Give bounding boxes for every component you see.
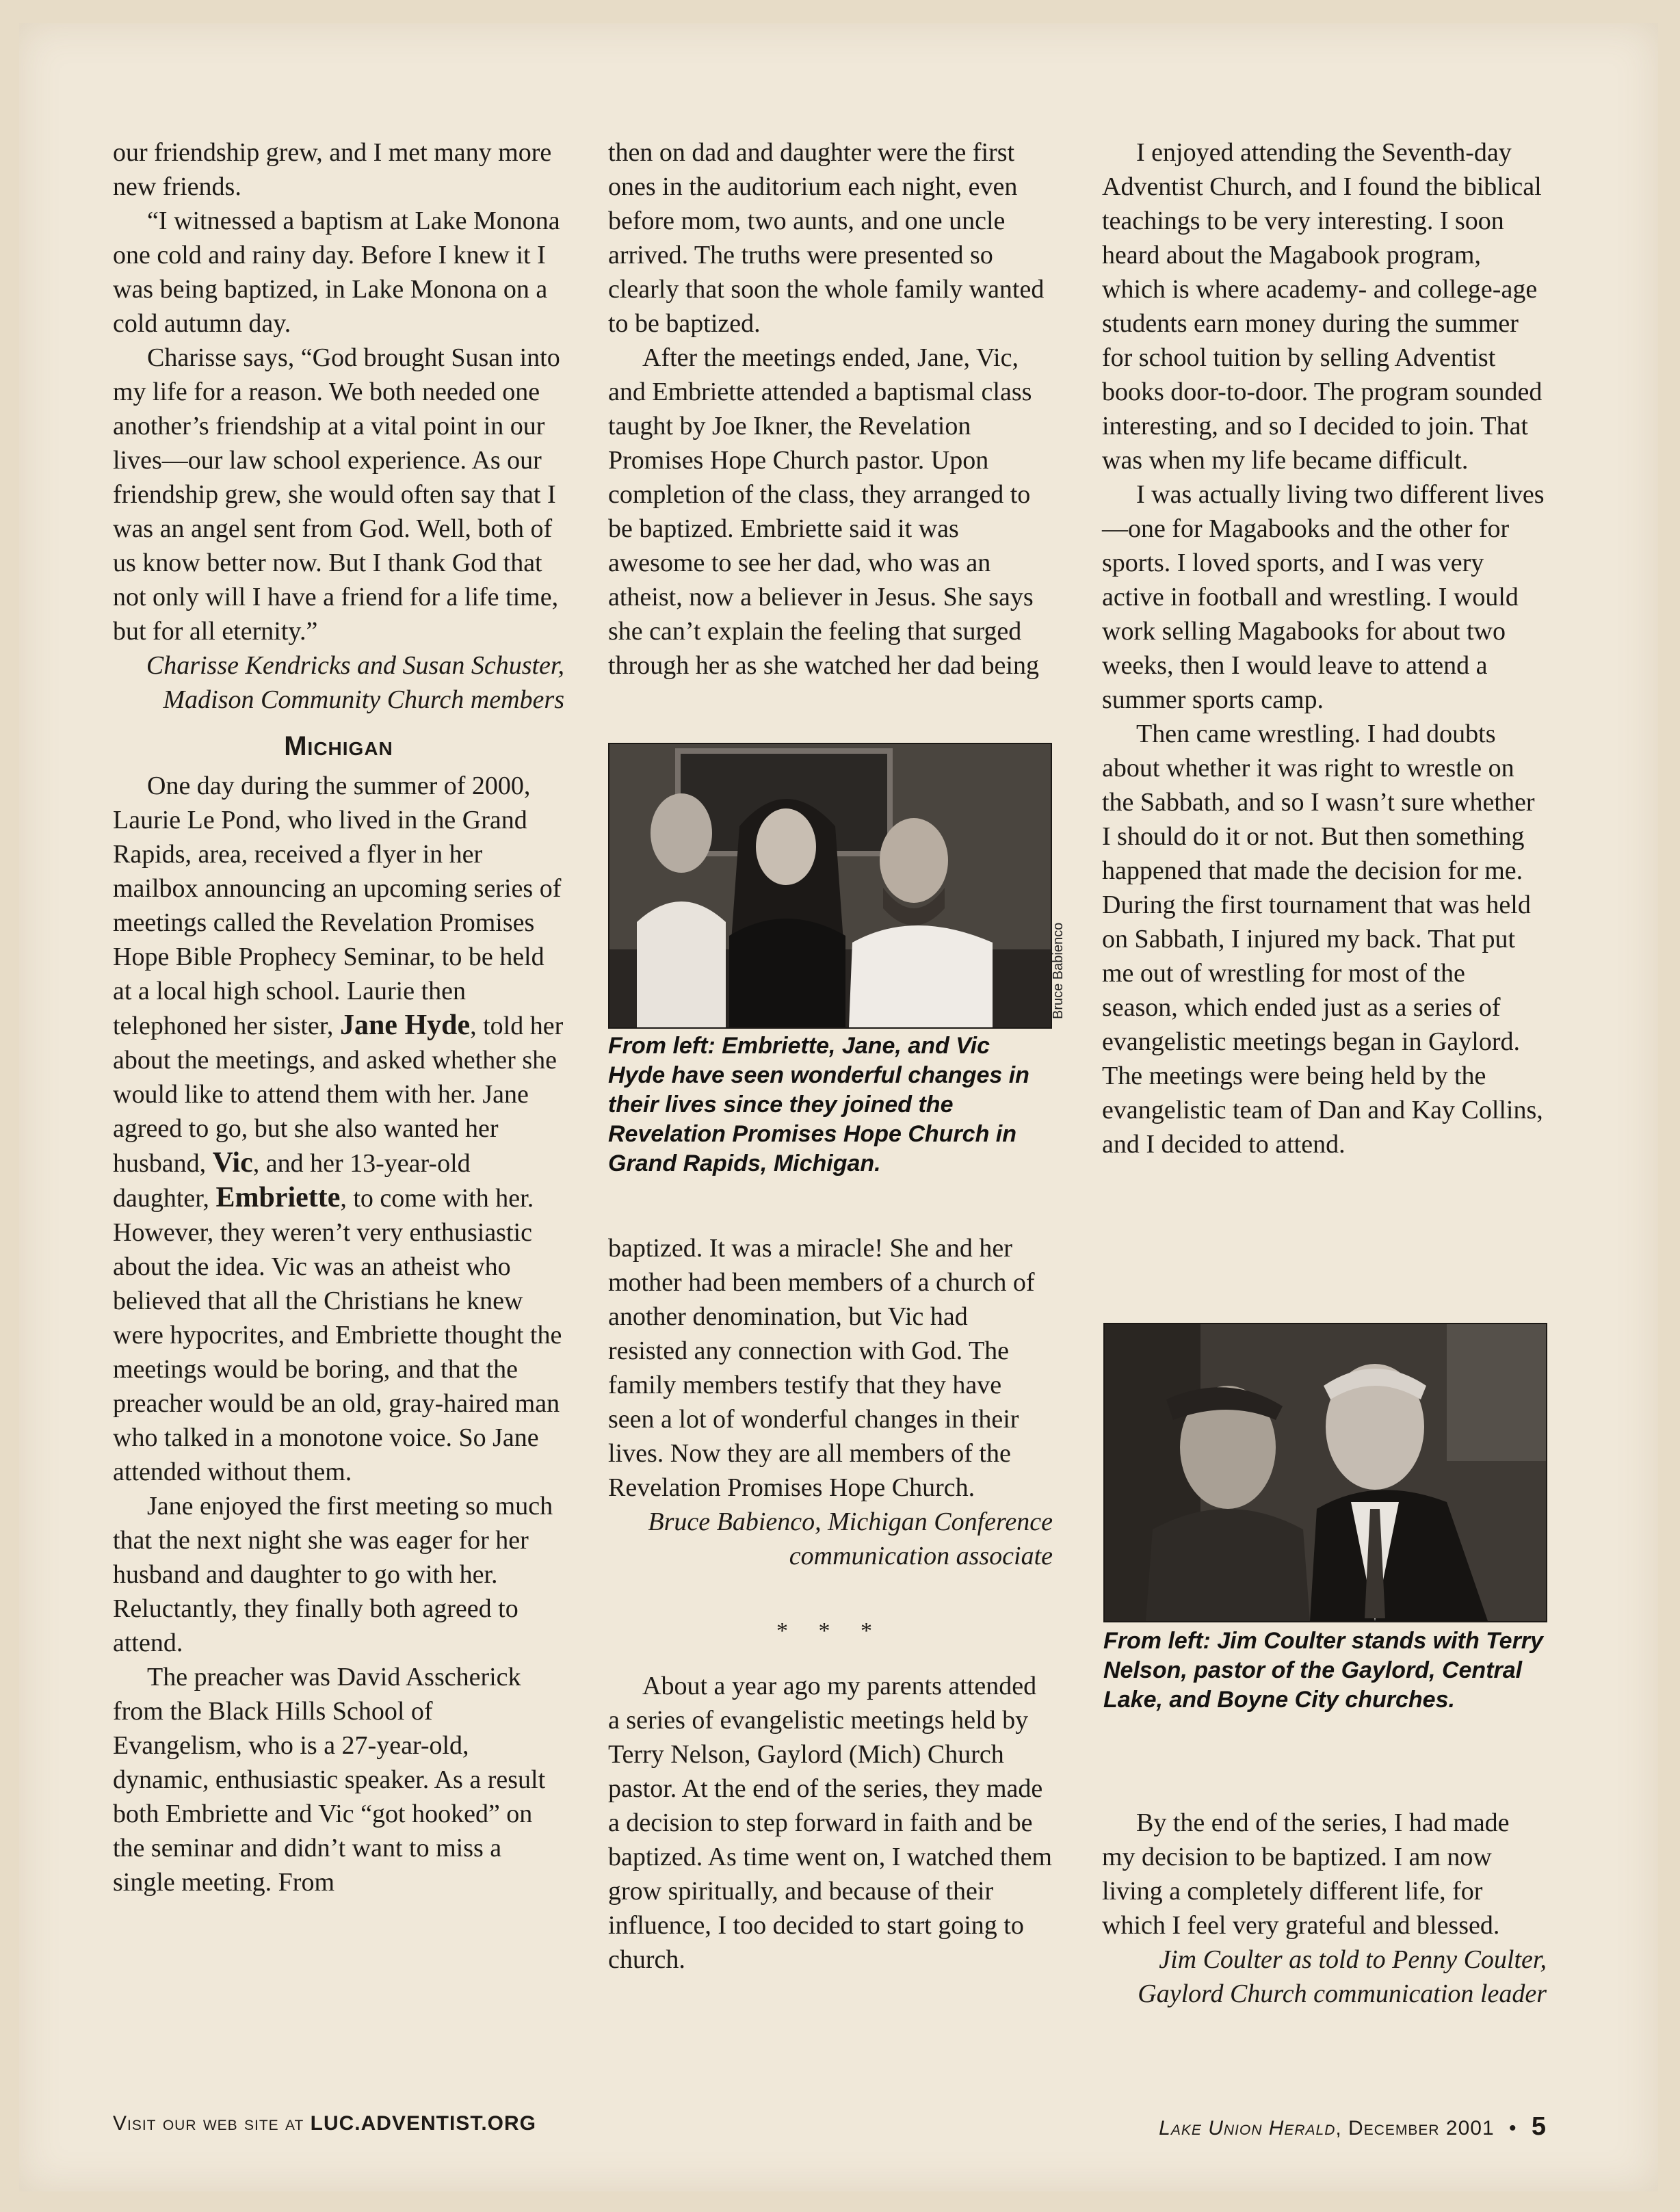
paragraph: “I witnessed a baptism at Lake Monona one cold and rainy day. Before I knew it I was being baptized, in Lake Monona on a cold autumn day. xyxy=(113,207,560,338)
publication-name: Lake Union Herald xyxy=(1159,2117,1336,2139)
author-credit: Bruce Babienco, Michigan Conference communication associate xyxy=(648,1507,1053,1570)
photo-caption: From left: Jim Coulter stands with Terry Nelson, pastor of the Gaylord, Central Lake, and Boyne City churches. xyxy=(1103,1628,1543,1713)
article-column-3-continued xyxy=(1102,1806,1547,2011)
paragraph: I enjoyed attending the Seventh-day Adventist Church, and I found the biblical teachings to be very interesting. I soon heard about the Magabook program, which is where academy- and college-age students earn money during the summer for school tuition by selling Adventist books door-to-door. The program sounded interesting, and so I decided to join. That was when my life became difficult. xyxy=(1102,138,1543,475)
text-span: , told her about the meetings, and asked whether she would like to attend them with her. Jane agreed to go, but she also wanted her husband, xyxy=(113,1012,564,1178)
text-span: , to come with her. However, they weren’t very enthusiastic about the idea. Vic was an atheist who believed that all the Christians he knew were hypocrites, and Embriette thought the meetings would be boring, and that the preacher would be an old, gray-haired man who talked in a monotone voice. So Jane attended without them. xyxy=(113,1184,562,1486)
paragraph: By the end of the series, I had made my decision to be baptized. I am now living a completely different life, for which I feel very grateful and blessed. xyxy=(1102,1808,1510,1940)
article-column-2-continued xyxy=(608,1231,1053,1977)
person-name: Embriette xyxy=(215,1182,341,1213)
person-name: Jane Hyde xyxy=(339,1010,471,1041)
coulter-nelson-photo xyxy=(1103,1323,1547,1622)
photo-credit: Bruce Babienco xyxy=(1051,922,1066,1019)
text-span: , and her 13-year-old daughter, xyxy=(113,1149,471,1213)
family-photo-image xyxy=(609,744,1051,1027)
article-column-1 xyxy=(113,135,564,1899)
article-column-2 xyxy=(608,135,1053,683)
footer-website xyxy=(113,2112,536,2135)
paragraph: About a year ago my parents attended a series of evangelistic meetings held by Terry Nelson, Gaylord (Mich) Church pastor. At the end of the series, they made a decision to step forward in faith and be baptized. As time went on, I watched them grow spiritually, and because of their influence, I too decided to start going to church. xyxy=(608,1672,1052,1974)
article-column-3 xyxy=(1102,135,1547,1161)
paragraph xyxy=(113,769,564,1489)
footer-website-prefix: Visit our web site at xyxy=(113,2112,311,2135)
coulter-nelson-photo-image xyxy=(1105,1324,1546,1621)
paragraph: The preacher was David Asscherick from the Black Hills School of Evangelism, who is a 27-year-old, dynamic, enthusiastic speaker. As a result both Embriette and Vic “got hooked” on the seminar and didn’t want to miss a single meeting. From xyxy=(113,1663,546,1897)
paragraph: then on dad and daughter were the first ones in the auditorium each night, even before mom, two aunts, and one uncle arrived. The truths were presented so clearly that soon the whole family wanted to be baptized. xyxy=(608,138,1045,338)
person-name: Vic xyxy=(212,1147,253,1179)
paragraph: our friendship grew, and I met many more new friends. xyxy=(113,138,552,201)
footer-publication xyxy=(1159,2112,1547,2142)
paragraph: Then came wrestling. I had doubts about whether it was right to wrestle on the Sabbath, and so I wasn’t sure whether I should do it or not. But then something happened that made the decision for me. During the first tournament that was held on Sabbath, I injured my back. That put me out of wrestling for most of the season, which ended just as a series of evangelistic meetings began in Gaylord. The meetings were being held by the evangelistic team of Dan and Kay Collins, and I decided to attend. xyxy=(1102,720,1543,1159)
footer-bullet: • xyxy=(1509,2117,1517,2139)
paragraph: Jane enjoyed the first meeting so much that the next night she was eager for her husband and daughter to go with her. Reluctantly, they finally both agreed to attend. xyxy=(113,1492,553,1657)
author-credit: Jim Coulter as told to Penny Coulter, Gaylord Church communication leader xyxy=(1138,1945,1547,2008)
section-separator: * * * xyxy=(776,1618,884,1644)
paragraph: After the meetings ended, Jane, Vic, and Embriette attended a baptismal class taught by Joe Ikner, the Revelation Promises Hope Church pastor. Upon completion of the class, they arranged to be baptized. Embriette said it was awesome to see her dad, who was an atheist, now a believer in Jesus. She says she can’t explain the feeling that surged through her as she watched her dad being xyxy=(608,343,1039,680)
family-photo xyxy=(608,743,1052,1029)
paragraph: I was actually living two different lives—one for Magabooks and the other for sports. I loved sports, and I was very active in football and wrestling. I would work selling Magabooks for about two weeks, then I would leave to attend a summer sports camp. xyxy=(1102,480,1545,714)
photo-caption: From left: Embriette, Jane, and Vic Hyde have seen wonderful changes in their lives since they joined the Revelation Promises Hope Church in Grand Rapids, Michigan. xyxy=(608,1033,1029,1176)
issue-date: , December 2001 xyxy=(1335,2117,1495,2139)
author-credit: Charisse Kendricks and Susan Schuster, Madison Community Church members xyxy=(146,651,564,714)
text-span: One day during the summer of 2000, Laurie Le Pond, who lived in the Grand Rapids, area, received a flyer in her mailbox announcing an upcoming series of meetings called the Revelation Promises Hope Bible Prophecy Seminar, to be held at a local high school. Laurie then telephoned her sister, xyxy=(113,772,562,1040)
paragraph: Charisse says, “God brought Susan into my life for a reason. We both needed one another’s friendship at a vital point in our lives—our law school experience. As our friendship grew, she would often say that I was an angel sent from God. Well, both of us know better now. But I thank God that not only will I have a friend for a life time, but for all eternity.” xyxy=(113,343,560,646)
section-heading: Michigan xyxy=(284,731,393,761)
website-url[interactable]: LUC.ADVENTIST.ORG xyxy=(310,2112,536,2135)
page-number: 5 xyxy=(1531,2112,1547,2141)
paragraph: baptized. It was a miracle! She and her mother had been members of a church of another denomination, but Vic had resisted any connection with God. The family members testify that they have seen a lot of wonderful changes in their lives. Now they are all members of the Revelation Promises Hope Church. xyxy=(608,1234,1035,1502)
